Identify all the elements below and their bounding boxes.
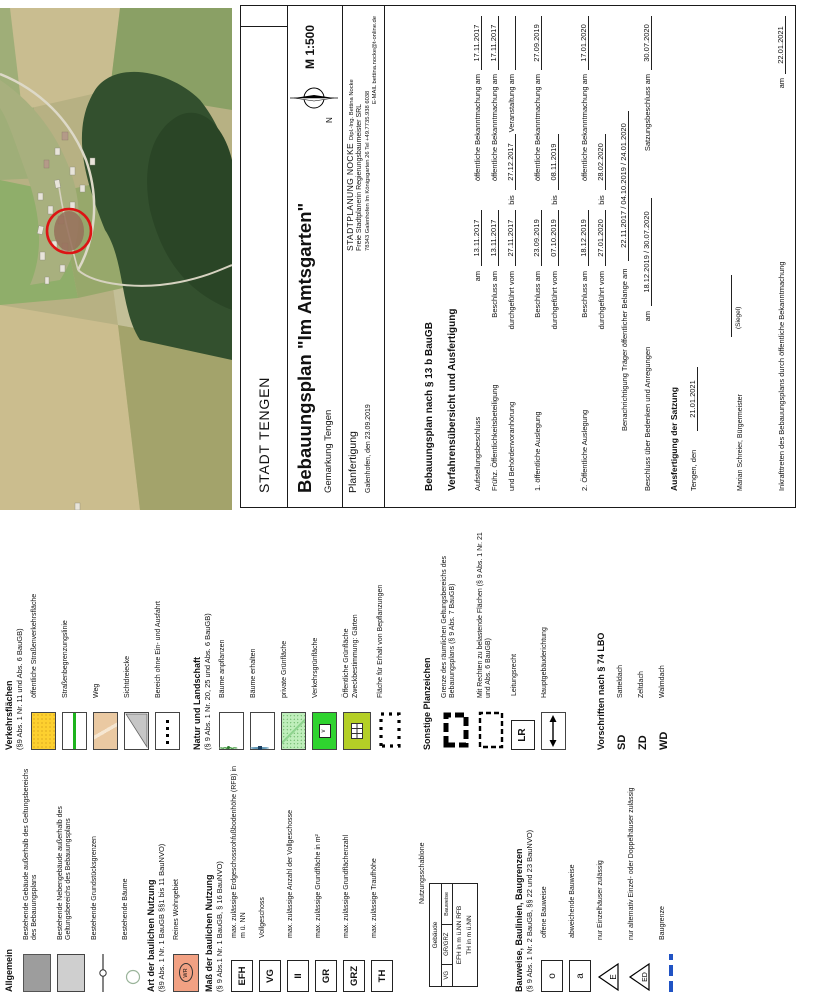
row-date: 13.11.2017 — [472, 210, 482, 266]
procedure-row — [472, 16, 482, 491]
section-subheader: (§ 9 Abs.1 Nr. 1 BauGB, § 16 BauNVO) — [214, 861, 224, 992]
legend-item-label: Bestehende Gebäude außerhalb des Geltungsbereichs des Bebauungsplans — [22, 768, 39, 940]
row-right-date: 17.11.2017 — [489, 16, 499, 70]
row-right-label: Veranstaltung am — [507, 74, 516, 133]
section-vorschriften-lbo — [596, 512, 676, 750]
legend-item-label: Reines Wohngebiet — [173, 879, 181, 940]
legend-item — [281, 512, 306, 750]
row-right-date: 27.09.2019 — [532, 16, 542, 70]
legend-item-label: Weg — [93, 683, 101, 698]
table-cell: EFH in m ü.NN RFB — [456, 905, 464, 965]
section-verkehrsflaechen — [4, 512, 186, 750]
ausfertigung-heading: Ausfertigung der Satzung — [669, 387, 679, 491]
legend-item — [62, 512, 87, 750]
row-mid: Beschluss am — [580, 271, 589, 318]
row-mid: Beschluss am — [533, 271, 542, 318]
office-address: 78343 Galenhofen Im Königsgarten 26 Tel +49.7735.938 6038 — [364, 90, 371, 251]
procedure-row — [549, 16, 559, 491]
legend-item-label: max. zulässige Grundfläche in m² — [315, 834, 323, 938]
inkraft-label: Inkrafttreten des Bebauungsplans durch öffentliche Bekanntmachung — [777, 261, 786, 491]
district-name: Gemarkung Tengen — [323, 409, 334, 493]
legend-item — [343, 512, 371, 750]
legend-item — [57, 754, 85, 992]
deviating-bauweise-box: a — [569, 960, 591, 992]
row-date: 07.10.2019 — [549, 210, 559, 266]
legend-item — [441, 512, 471, 750]
public-green-swatch — [343, 712, 371, 750]
procedure-heading-1: Bebauungsplan nach § 13 b BauGB — [424, 322, 435, 491]
legend-item — [377, 512, 402, 750]
legend-item — [617, 512, 628, 750]
legend-item — [93, 512, 118, 750]
section-header: Maß der baulichen Nutzung — [204, 874, 214, 992]
legend — [0, 508, 813, 1000]
zd-roof-code: ZD — [636, 735, 649, 750]
row-date: 22.11.2017 / 04.10.2019 / 24.01.2020 — [619, 111, 629, 261]
office-email: E-MAIL bettina.nocke@t-online.de — [372, 16, 379, 105]
traffic-green-swatch: v — [312, 712, 337, 750]
legend-item — [250, 512, 275, 750]
legend-item — [315, 754, 337, 992]
north-label: N — [325, 117, 334, 123]
inkraft-date: 22.01.2021 — [776, 16, 786, 74]
legend-item — [371, 754, 393, 992]
storeys-code-box: II — [287, 960, 309, 992]
section-bauweise — [514, 754, 690, 992]
legend-item — [31, 512, 56, 750]
legend-item-label: Walmdach — [658, 665, 666, 698]
section-subheader: (§9 Abs. 1 Nr. 11 und Abs. 6 BauGB) — [14, 628, 24, 750]
row-date2: 27.12.2017 — [506, 134, 516, 190]
procedure-row — [489, 16, 499, 491]
legend-item-label: Mit Rechten zu belastende Flächen (§ 9 Abs. 1 Nr. 21 und Abs. 6 BauGB) — [476, 532, 493, 698]
legend-item — [511, 512, 535, 750]
signature-rule — [731, 275, 732, 337]
office-name: STADTPLANUNG NOCKE Dipl.-Ing. Bettina Nocke — [345, 79, 355, 251]
legend-item-label: max. zulässige Grundflächenzahl — [343, 834, 351, 938]
legend-item-label: Bereich ohne Ein- und Ausfahrt — [155, 601, 163, 698]
section-header: Sonstige Planzeichen — [422, 657, 432, 750]
row-bis: bis — [550, 195, 559, 205]
signature-seal: (Siegel) — [735, 306, 742, 329]
nutzungsschablone-label: Nutzungsschablone — [419, 842, 427, 904]
row-label: 1. öffentliche Auslegung — [533, 411, 542, 491]
no-access-icon — [155, 712, 180, 750]
procedure-row — [579, 16, 589, 491]
row-mid: am — [473, 271, 482, 282]
row-right-date — [515, 16, 516, 70]
section-mass-der-nutzung — [204, 754, 478, 992]
existing-outbuilding-swatch — [57, 954, 85, 992]
plan-boundary-icon — [441, 712, 471, 750]
legend-item-label: Bestehende Grundstücksgrenzen — [90, 836, 98, 940]
section-natur-landschaft — [192, 512, 408, 750]
legend-item-label: Öffentliche Grünfläche Zweckbestimmung: Gärten — [343, 614, 359, 698]
legend-item — [541, 512, 566, 750]
row-bis: bis — [507, 195, 516, 205]
legend-item-label: max. zulässige Traufhöhe — [371, 858, 379, 938]
aerial-photo-graphic — [0, 8, 232, 510]
legend-item-label: öffentliche Straßenverkehrsfläche — [31, 593, 39, 698]
section-subheader: (§9 Abs. 1 Nr. 1 BauGB §§1 bis 11 BauNVO) — [156, 843, 166, 992]
row-date: 27.01.2020 — [596, 210, 606, 266]
row-mid: am — [643, 311, 652, 322]
table-header: Gebäude — [430, 884, 442, 986]
plant-tree-icon — [219, 712, 244, 750]
table-row — [442, 884, 453, 986]
table-cell: Bauweise — [444, 891, 451, 916]
legend-item-label: offene Bauweise — [541, 886, 549, 938]
divider — [287, 6, 288, 507]
existing-tree-icon — [122, 954, 147, 992]
legend-item-label: nur Einzelhäuser zulässig — [597, 860, 605, 940]
procedure-row — [532, 16, 542, 491]
ausfertigung-date: 21.01.2021 — [688, 367, 698, 431]
table-cell: VG — [442, 964, 452, 986]
legend-item-label: abweichende Bauweise — [569, 864, 577, 938]
row-label: und Behördenvoranhörung — [507, 401, 516, 491]
legend-item — [569, 754, 591, 992]
legend-item-label: Verkehrsgrünfläche — [312, 637, 320, 698]
inkraft-am: am — [777, 78, 786, 89]
procedure-heading-2: Verfahrensübersicht und Ausfertigung — [447, 308, 458, 491]
legend-item — [155, 512, 180, 750]
street-area-swatch — [31, 712, 56, 750]
section-header: Vorschriften nach § 74 LBO — [596, 632, 606, 750]
row-right-label: öffentliche Bekanntmachung am — [533, 74, 542, 182]
efh-code-box: EFH — [231, 960, 253, 992]
signature-name: Marian Schreier, Bürgermeister — [737, 394, 744, 491]
section-header: Bauweise, Baulinien, Baugrenzen — [514, 848, 524, 992]
legend-item — [638, 512, 649, 750]
legend-item — [312, 512, 337, 750]
legend-item — [597, 754, 622, 992]
grz-code-box: GRZ — [343, 960, 365, 992]
sight-triangle-icon — [124, 712, 149, 750]
row-right-label: Satzungsbeschluss am — [643, 74, 652, 152]
row-date: 23.09.2019 — [532, 210, 542, 266]
wd-roof-code: WD — [657, 731, 670, 750]
gr-code-box: GR — [315, 960, 337, 992]
row-mid: durchgeführt vom — [597, 271, 606, 330]
office-role: Freie Stadtplanerin Regierungsbaumeister SRL — [356, 103, 364, 251]
vg-code-box: VG — [259, 960, 281, 992]
plan-title: Bebauungsplan "Im Amtsgarten" — [294, 202, 315, 493]
legend-item-label: Leitungsrecht — [510, 653, 518, 696]
legend-item — [231, 754, 253, 992]
procedure-row — [506, 16, 516, 491]
divider — [241, 26, 287, 27]
legend-item-label: Vollgeschoss — [259, 897, 267, 938]
row-right-label: öffentliche Bekanntmachung am — [490, 74, 499, 182]
row-bis: bis — [597, 195, 606, 205]
row-mid: durchgeführt vom — [550, 271, 559, 330]
legend-item — [23, 754, 51, 992]
legend-item-label: Sichtdreiecke — [124, 655, 132, 698]
burdened-area-icon — [477, 712, 505, 750]
ausfertigung-place: Tengen, den — [689, 449, 698, 491]
row-date2: 28.02.2020 — [596, 134, 606, 190]
keep-tree-icon — [250, 712, 275, 750]
inkrafttreten-row — [776, 16, 786, 491]
legend-item-label: Baugrenze — [659, 906, 667, 940]
row-right-label: öffentliche Bekanntmachung am — [580, 74, 589, 182]
row-mid: durchgeführt vom — [507, 271, 516, 330]
legend-item-label: max. zulässige Anzahl der Vollgeschosse — [287, 809, 295, 938]
legend-item-label: nur alternativ Einzel- oder Doppelhäuser zulässig — [628, 787, 636, 940]
row-right-date: 17.01.2020 — [579, 16, 589, 70]
table-cell: GR/GRZ — [442, 924, 452, 964]
row-label: 2. Öffentliche Auslegung — [580, 409, 589, 491]
row-date: 13.11.2017 — [489, 210, 499, 266]
svg-text:E: E — [609, 974, 619, 980]
procedure-row — [642, 16, 652, 491]
legend-item — [659, 754, 684, 992]
row-right-date: 30.07.2020 — [642, 16, 652, 70]
parcel-boundary-icon — [91, 954, 116, 992]
section-header: Art der baulichen Nutzung — [146, 879, 156, 992]
legend-item — [541, 754, 563, 992]
nutzungsschablone-table — [429, 883, 478, 987]
legend-item — [124, 512, 149, 750]
divider — [384, 6, 385, 507]
main-building-direction-icon — [541, 712, 566, 750]
row-right-label: öffentliche Bekanntmachung am — [473, 74, 482, 182]
row-date: 18.12.2019 — [579, 210, 589, 266]
row-date: 27.11.2017 — [506, 210, 516, 266]
section-subheader: (§ 9 Abs. 1 Nr. 2 BauGB, §§ 22 und 23 BauNVO) — [524, 829, 534, 992]
legend-item — [259, 754, 281, 992]
legend-item-label: Bäume erhalten — [250, 648, 258, 698]
section-art-der-nutzung — [146, 754, 205, 992]
legend-item-label: Bestehende Bäume — [121, 878, 129, 940]
street-boundary-line-icon — [62, 712, 87, 750]
row-right-date: 17.11.2017 — [472, 16, 482, 70]
legend-item — [287, 754, 309, 992]
single-house-triangle-icon — [597, 962, 622, 992]
private-green-swatch — [281, 712, 306, 750]
row-label: Frühz. Öffentlichkeitsbeteiligung — [490, 384, 499, 491]
legend-item-label: Zeltdach — [637, 671, 645, 698]
row-date: 18.12.2019 / 30.07.2020 — [642, 198, 652, 306]
section-header: Verkehrsflächen — [4, 680, 14, 750]
sd-roof-code: SD — [615, 734, 628, 750]
procedure-row — [619, 16, 629, 431]
section-allgemein — [4, 754, 153, 992]
planfertigung-label: Planfertigung — [347, 431, 359, 493]
path-swatch — [93, 712, 118, 750]
baugrenze-line-icon — [659, 954, 684, 992]
legend-item-label: Satteldach — [616, 664, 624, 698]
svg-text:ED: ED — [642, 972, 650, 982]
row-label: Beschluss über Bedenken und Anregungen — [643, 346, 652, 491]
th-code-box: TH — [371, 960, 393, 992]
map-scale: M 1:500 — [303, 24, 317, 69]
city-name: STADT TENGEN — [256, 376, 272, 493]
legend-item — [122, 754, 147, 992]
section-header: Natur und Landschaft — [192, 656, 202, 750]
legend-item-label: Grenze des räumlichen Geltungsbereichs des Bebauungsplans (§ 9 Abs. 7 BauGB) — [440, 555, 457, 698]
legend-item — [91, 754, 116, 992]
open-bauweise-box: o — [541, 960, 563, 992]
existing-building-swatch — [23, 954, 51, 992]
single-or-double-house-triangle-icon — [628, 962, 653, 992]
row-date2: 08.11.2019 — [549, 134, 559, 190]
legend-item-label: Fläche für Erhalt von Bepflanzungen — [377, 584, 385, 698]
row-label: Benachrichtigung Träger öffentlicher Belange am — [620, 268, 629, 431]
legend-item — [659, 512, 670, 750]
table-row — [453, 884, 477, 986]
aerial-photo — [0, 8, 232, 510]
section-subheader: (§ 9 Abs. 1 Nr. 20, 25 und Abs. 6 BauGB) — [202, 613, 212, 750]
wr-code: WR — [179, 964, 193, 983]
legend-item-label: Bestehende Nebengebäude außerhalb des Geltungsbereichs des Bebauungsplans — [56, 806, 73, 940]
section-sonstige-planzeichen — [422, 512, 572, 750]
legend-item — [173, 754, 199, 992]
legend-item — [343, 754, 365, 992]
legend-item-label: Hauptgebäuderichtung — [540, 627, 548, 698]
legend-item-label: max. zulässige Erdgeschossrohfußbodenhöhe (RFB) in m ü. NN — [231, 766, 247, 938]
keep-planting-icon — [377, 712, 402, 750]
title-block — [240, 5, 796, 508]
legend-item-label: Bäume anpflanzen — [219, 639, 227, 698]
lr-code-box: LR — [511, 720, 535, 750]
legend-item — [477, 512, 505, 750]
row-mid: Beschluss am — [490, 271, 499, 318]
row-label: Aufstellungsbeschluss — [473, 416, 482, 491]
north-arrow-icon — [289, 81, 344, 115]
planning-office-block — [345, 16, 379, 251]
table-cell: TH in m ü.NN — [465, 915, 473, 955]
procedure-row — [596, 16, 606, 491]
legend-item-label: Straßenbegrenzungslinie — [62, 620, 70, 698]
section-header: Allgemein — [4, 948, 14, 992]
wr-area-swatch — [173, 954, 199, 992]
legend-item-label: private Grünfläche — [281, 640, 289, 698]
planfertigung-date: Galenhofen, den 23.09.2019 — [365, 404, 372, 493]
legend-item — [219, 512, 244, 750]
ausfertigung-row — [688, 16, 698, 491]
legend-item — [628, 754, 653, 992]
